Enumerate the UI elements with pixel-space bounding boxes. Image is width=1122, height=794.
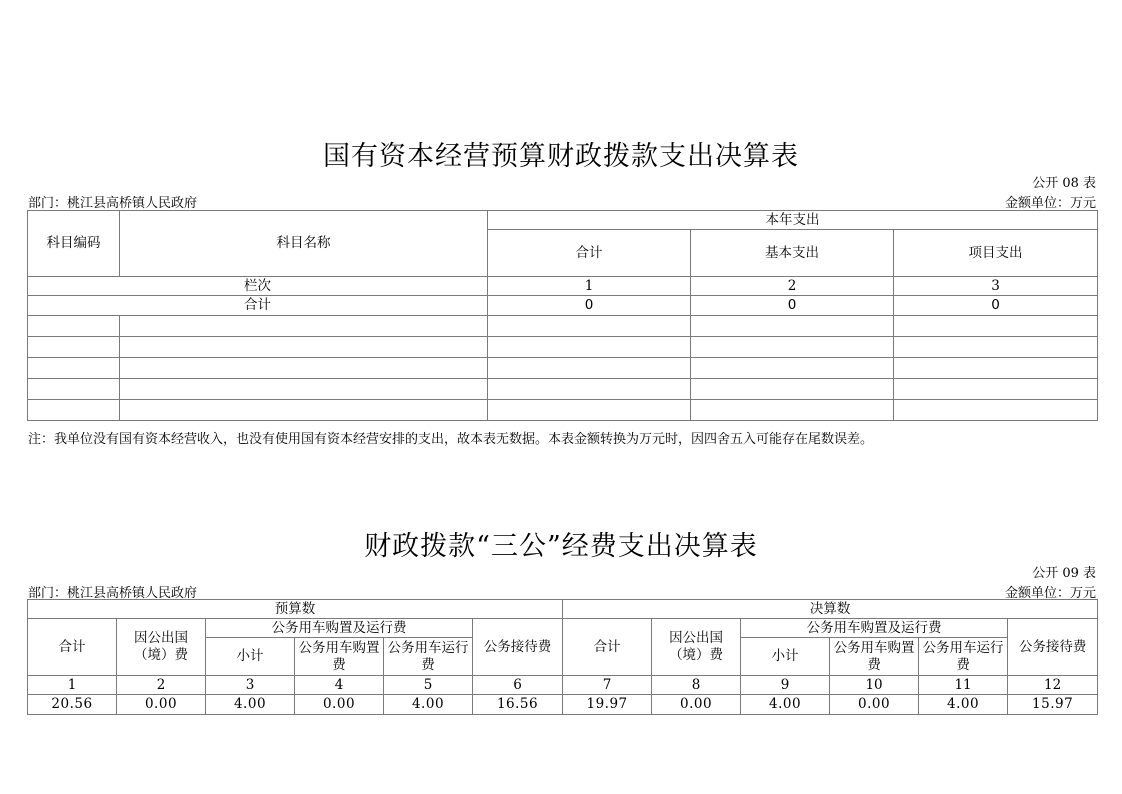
index-cell: 2	[691, 277, 894, 296]
empty-cell	[691, 358, 894, 379]
header-car-purchase: 公务用车购置 费	[830, 638, 919, 676]
header-reception-fee: 公务接待费	[473, 619, 563, 676]
index-cell: 11	[919, 676, 1008, 695]
table-row	[28, 316, 1098, 337]
header-abroad-fee: 因公出国 （境）费	[652, 619, 741, 676]
empty-cell	[120, 379, 488, 400]
total-row-label: 合计	[28, 296, 488, 316]
header-car-group: 公务用车购置及运行费	[741, 619, 1008, 638]
header-subject-code: 科目编码	[28, 211, 120, 277]
table-row	[28, 277, 1098, 296]
value-cell: 20.56	[28, 695, 117, 715]
value-cell: 4.00	[206, 695, 295, 715]
header-budget: 预算数	[28, 600, 563, 619]
table09-form-number: 公开 09 表	[1032, 566, 1096, 581]
value-cell: 15.97	[1008, 695, 1098, 715]
header-car-running: 公务用车运行 费	[919, 638, 1008, 676]
index-cell: 12	[1008, 676, 1098, 695]
table08-form-number: 公开 08 表	[1032, 176, 1096, 191]
index-cell: 10	[830, 676, 919, 695]
empty-cell	[691, 337, 894, 358]
index-cell: 5	[384, 676, 473, 695]
empty-cell	[120, 358, 488, 379]
value-cell: 4.00	[919, 695, 1008, 715]
table-row	[28, 296, 1098, 316]
header-car-purchase: 公务用车购置 费	[295, 638, 384, 676]
index-cell: 3	[894, 277, 1098, 296]
index-cell: 2	[117, 676, 206, 695]
table08-department: 部门：桃江县高桥镇人民政府	[28, 196, 198, 211]
table08-title: 国有资本经营预算财政拨款支出决算表	[323, 141, 799, 172]
table08-note: 注：我单位没有国有资本经营收入，也没有使用国有资本经营安排的支出，故本表无数据。本表金额转换为万元时，因四舍五入可能存在尾数误差。	[28, 432, 874, 447]
empty-cell	[488, 379, 691, 400]
empty-cell	[894, 337, 1098, 358]
header-basic-expenditure: 基本支出	[691, 230, 894, 277]
empty-cell	[120, 316, 488, 337]
table08-grid	[27, 210, 1098, 421]
empty-cell	[894, 400, 1098, 421]
value-cell: 0.00	[295, 695, 384, 715]
empty-cell	[28, 379, 120, 400]
header-project-expenditure: 项目支出	[894, 230, 1098, 277]
table-row	[28, 358, 1098, 379]
value-cell: 19.97	[563, 695, 652, 715]
header-subtotal: 小计	[741, 638, 830, 676]
table-row	[28, 379, 1098, 400]
index-cell: 9	[741, 676, 830, 695]
total-cell: 0	[894, 296, 1098, 316]
header-car-running: 公务用车运行 费	[384, 638, 473, 676]
total-cell: 0	[691, 296, 894, 316]
empty-cell	[691, 316, 894, 337]
value-cell: 0.00	[652, 695, 741, 715]
value-cell: 0.00	[830, 695, 919, 715]
table-row	[28, 695, 1098, 715]
table09-department: 部门：桃江县高桥镇人民政府	[28, 586, 198, 601]
empty-cell	[488, 316, 691, 337]
header-subtotal: 小计	[206, 638, 295, 676]
header-total: 合计	[28, 619, 117, 676]
empty-cell	[120, 400, 488, 421]
index-cell: 1	[28, 676, 117, 695]
index-cell: 3	[206, 676, 295, 695]
value-cell: 0.00	[117, 695, 206, 715]
empty-cell	[894, 358, 1098, 379]
empty-cell	[894, 379, 1098, 400]
index-cell: 6	[473, 676, 563, 695]
value-cell: 4.00	[384, 695, 473, 715]
empty-cell	[488, 400, 691, 421]
header-total: 合计	[563, 619, 652, 676]
empty-cell	[488, 337, 691, 358]
header-subject-name: 科目名称	[120, 211, 488, 277]
table-row	[28, 400, 1098, 421]
table09-title: 财政拨款“三公”经费支出决算表	[364, 531, 758, 562]
table09-unit: 金额单位：万元	[1004, 586, 1096, 601]
header-year-expenditure: 本年支出	[488, 211, 1098, 230]
header-reception-fee: 公务接待费	[1008, 619, 1098, 676]
index-cell: 8	[652, 676, 741, 695]
empty-cell	[691, 400, 894, 421]
index-cell: 4	[295, 676, 384, 695]
empty-cell	[28, 337, 120, 358]
empty-cell	[120, 337, 488, 358]
empty-cell	[691, 379, 894, 400]
value-cell: 16.56	[473, 695, 563, 715]
index-cell: 7	[563, 676, 652, 695]
header-car-group: 公务用车购置及运行费	[206, 619, 473, 638]
empty-cell	[488, 358, 691, 379]
empty-cell	[28, 316, 120, 337]
table-row	[28, 676, 1098, 695]
empty-cell	[894, 316, 1098, 337]
header-abroad-fee: 因公出国 （境）费	[117, 619, 206, 676]
empty-cell	[28, 400, 120, 421]
table08-unit: 金额单位：万元	[1004, 196, 1096, 211]
total-cell: 0	[488, 296, 691, 316]
table-row	[28, 337, 1098, 358]
index-cell: 1	[488, 277, 691, 296]
table09-grid	[27, 599, 1098, 715]
value-cell: 4.00	[741, 695, 830, 715]
header-final: 决算数	[563, 600, 1098, 619]
empty-cell	[28, 358, 120, 379]
index-row-label: 栏次	[28, 277, 488, 296]
header-total: 合计	[488, 230, 691, 277]
